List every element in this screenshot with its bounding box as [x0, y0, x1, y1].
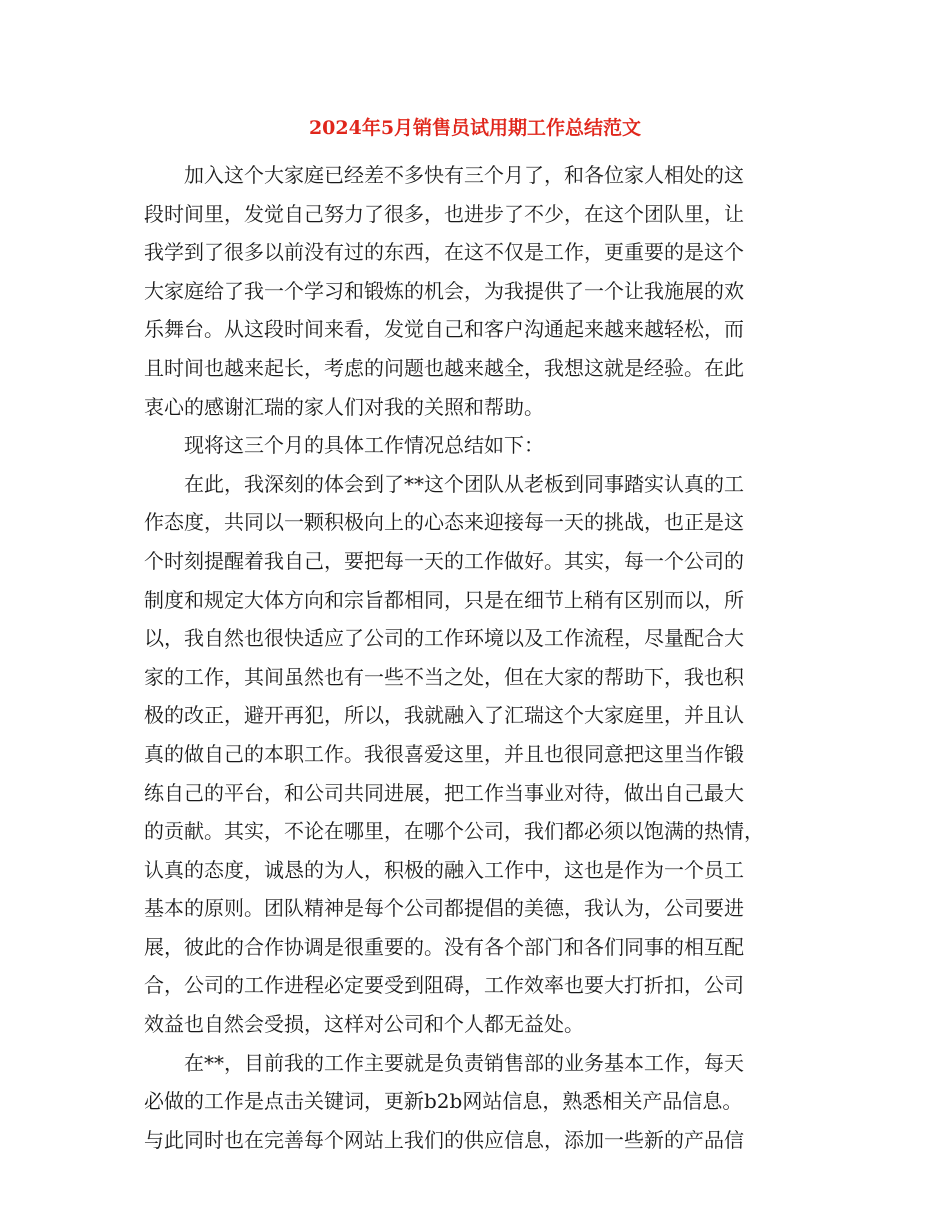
text-line: 与此同时也在完善每个网站上我们的供应信息，添加一些新的产品信 — [144, 1127, 744, 1152]
text-line: 真的做自己的本职工作。我很喜爱这里，并且也很同意把这里当作锻 — [144, 741, 744, 766]
text-line: 以，我自然也很快适应了公司的工作环境以及工作流程，尽量配合大 — [144, 626, 744, 651]
text-line: 效益也自然会受损，这样对公司和个人都无益处。 — [144, 1012, 584, 1037]
text-line: 个时刻提醒着我自己，要把每一天的工作做好。其实，每一个公司的 — [144, 548, 744, 573]
text-line: 认真的态度，诚恳的为人，积极的融入工作中，这也是作为一个员工 — [144, 857, 744, 882]
text-line: 在**，目前我的工作主要就是负责销售部的业务基本工作，每天 — [184, 1050, 744, 1075]
paragraph-intro — [144, 156, 814, 1159]
text-line: 基本的原则。团队精神是每个公司都提倡的美德，我认为，公司要进 — [144, 896, 744, 921]
text-line: 加入这个大家庭已经差不多快有三个月了，和各位家人相处的这 — [184, 163, 744, 187]
text-line: 且时间也越来起长，考虑的问题也越来越全，我想这就是经验。在此 — [144, 355, 744, 380]
text-line: 作态度，共同以一颗积极向上的心态来迎接每一天的挑战，也正是这 — [144, 510, 744, 535]
text-line: 练自己的平台，和公司共同进展，把工作当事业对待，做出自己最大 — [144, 780, 744, 805]
text-line: 家的工作，其间虽然也有一些不当之处，但在大家的帮助下，我也积 — [144, 664, 744, 689]
text-line: 在此，我深刻的体会到了**这个团队从老板到同事踏实认真的工 — [184, 471, 744, 496]
text-line: 大家庭给了我一个学习和锻炼的机会，为我提供了一个让我施展的欢 — [144, 278, 744, 303]
text-line: 的贡献。其实，不论在哪里，在哪个公司，我们都必须以饱满的热情， — [144, 819, 764, 844]
text-line: 我学到了很多以前没有过的东西，在这不仅是工作，更重要的是这个 — [144, 240, 744, 265]
text-line: 极的改正，避开再犯，所以，我就融入了汇瑞这个大家庭里，并且认 — [144, 703, 744, 728]
document-title: 2024年5月销售员试用期工作总结范文 — [308, 117, 642, 139]
text-line: 必做的工作是点击关键词，更新b2b网站信息，熟悉相关产品信息。 — [144, 1089, 743, 1114]
text-line: 现将这三个月的具体工作情况总结如下： — [184, 433, 544, 458]
text-line: 衷心的感谢汇瑞的家人们对我的关照和帮助。 — [144, 394, 544, 419]
text-line: 合，公司的工作进程必定要受到阻碍，工作效率也要大打折扣，公司 — [144, 973, 744, 998]
text-line: 制度和规定大体方向和宗旨都相同，只是在细节上稍有区别而以，所 — [144, 587, 744, 612]
text-line: 展，彼此的合作协调是很重要的。没有各个部门和各们同事的相互配 — [144, 934, 744, 959]
text-line: 乐舞台。从这段时间来看，发觉自己和客户沟通起来越来越轻松，而 — [144, 317, 744, 342]
text-line: 段时间里，发觉自己努力了很多，也进步了不少，在这个团队里，让 — [144, 201, 744, 226]
